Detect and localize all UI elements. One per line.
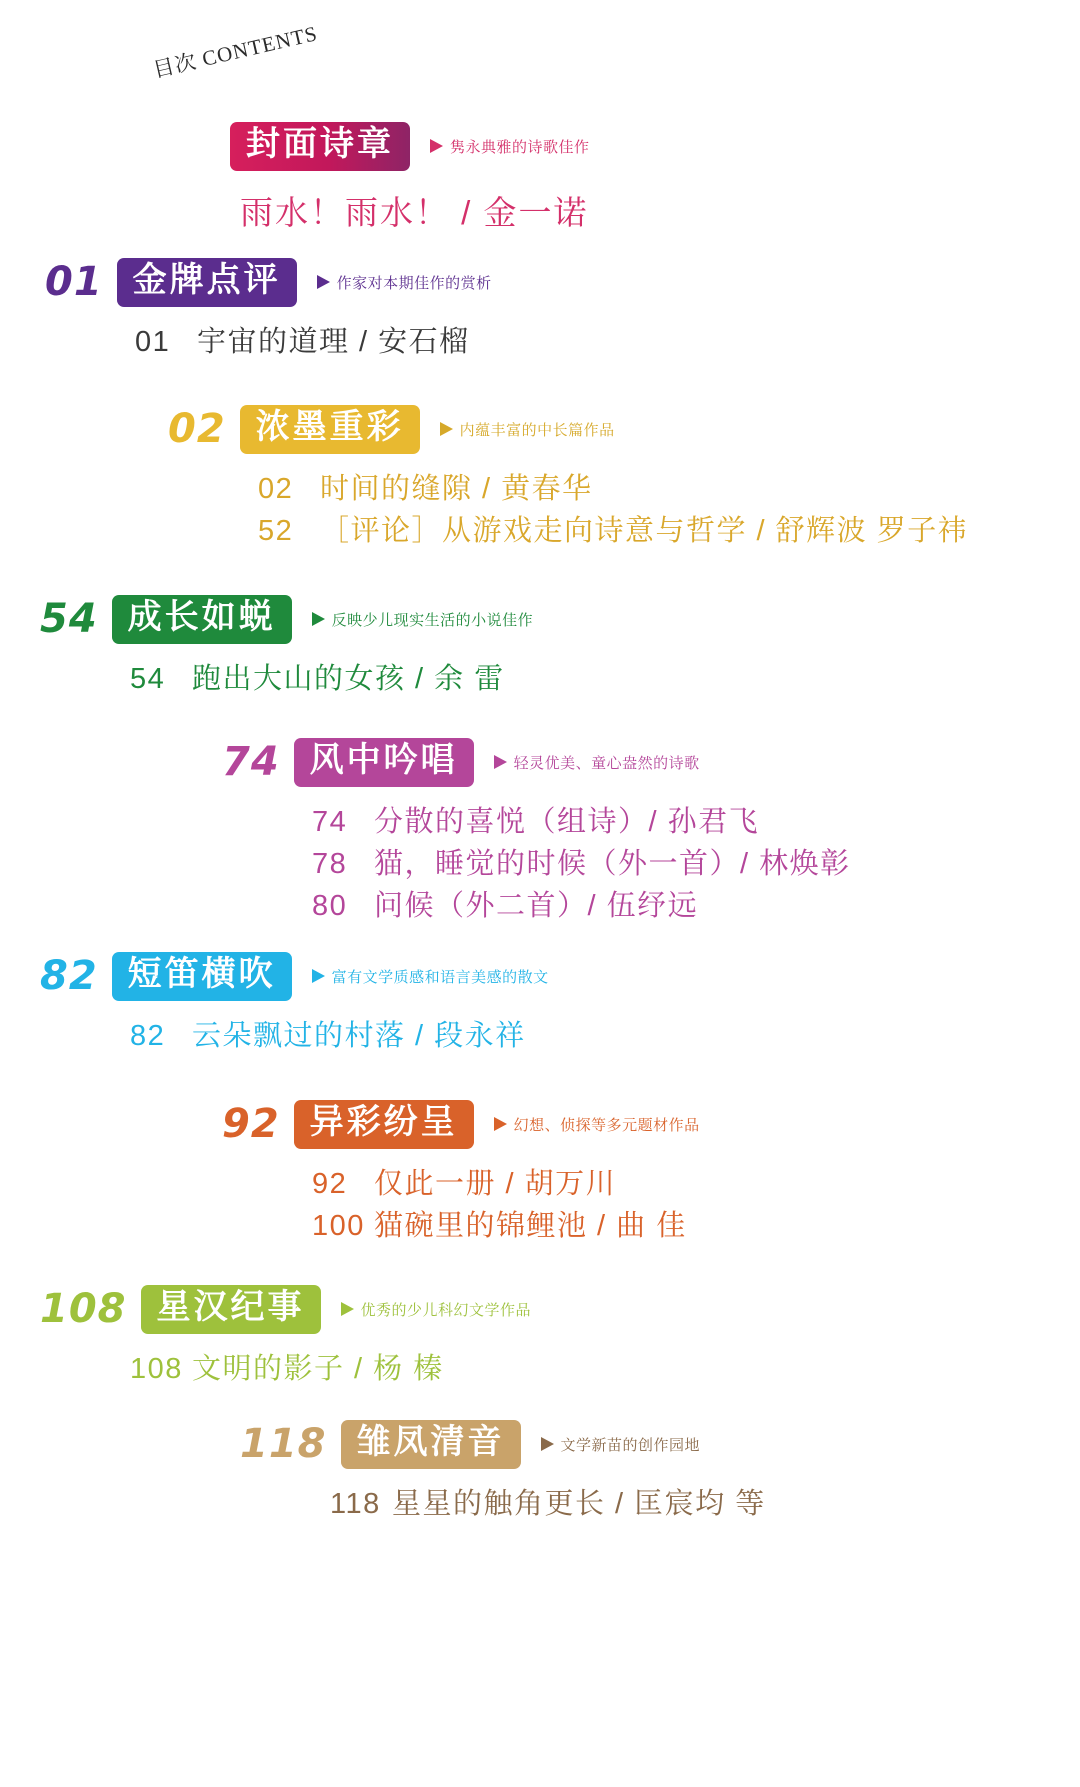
- section-badge: 金牌点评: [117, 258, 297, 307]
- section-entries: [222, 801, 851, 927]
- section-number: 108: [40, 1286, 127, 1333]
- section-entries: [240, 1483, 766, 1525]
- section-header: [40, 595, 533, 644]
- arrow-icon: [317, 275, 330, 289]
- section-note-label: 文学新苗的创作园地: [560, 1436, 701, 1454]
- section-badge: 成长如蜕: [112, 595, 292, 644]
- section-badge: 雏凤清音: [341, 1420, 521, 1469]
- toc-entry[interactable]: [312, 801, 851, 843]
- entry-title: 时间的缝隙 / 黄春华: [320, 472, 593, 505]
- section-badge: 风中吟唱: [294, 738, 474, 787]
- entry-page-number: 118: [330, 1487, 381, 1520]
- arrow-icon: [312, 612, 325, 626]
- toc-entry[interactable]: [130, 1348, 531, 1390]
- entry-page-number: 82: [130, 1019, 166, 1052]
- section-badge: 星汉纪事: [141, 1285, 321, 1334]
- section-note-label: 轻灵优美、童心盎然的诗歌: [513, 754, 700, 772]
- entry-title: 猫碗里的锦鲤池 / 曲 佳: [374, 1209, 687, 1242]
- entry-title: 文明的影子 / 杨 榛: [192, 1352, 444, 1385]
- section-number: 118: [240, 1421, 327, 1468]
- arrow-icon: [494, 1117, 507, 1131]
- section-header: [222, 1100, 700, 1149]
- arrow-icon: [541, 1437, 554, 1451]
- toc-entry[interactable]: [258, 510, 968, 552]
- toc-entry[interactable]: [330, 1483, 766, 1525]
- section-note-label: 反映少儿现实生活的小说佳作: [331, 611, 534, 629]
- section: [40, 595, 533, 700]
- section-number: 02: [168, 406, 226, 453]
- section-note: [312, 966, 549, 987]
- section: [45, 258, 492, 363]
- entry-page-number: 80: [312, 889, 348, 922]
- section-header: [45, 258, 492, 307]
- section-note-label: 隽永典雅的诗歌佳作: [450, 138, 590, 156]
- entry-title: 仅此一册 / 胡万川: [374, 1167, 617, 1200]
- section-note-label: 幻想、侦探等多元题材作品: [513, 1116, 700, 1134]
- section-note-label: 优秀的少儿科幻文学作品: [360, 1301, 532, 1319]
- entry-page-number: 74: [312, 805, 348, 838]
- section-header: [240, 1420, 766, 1469]
- section-note: [312, 609, 534, 630]
- toc-entry[interactable]: [130, 1015, 549, 1057]
- section-number: 01: [45, 259, 103, 306]
- section-header: [40, 952, 549, 1001]
- section-number: 74: [222, 739, 280, 786]
- entry-title: 跑出大山的女孩 / 余 雷: [192, 662, 505, 695]
- section-number: 92: [222, 1101, 280, 1148]
- entry-page-number: 54: [130, 662, 166, 695]
- section-entries: [222, 1163, 700, 1247]
- contents-heading: 目次 CONTENTS: [150, 21, 320, 83]
- section-badge: 浓墨重彩: [240, 405, 420, 454]
- entry-title: 问候（外二首）/ 伍纾远: [374, 889, 699, 922]
- section-note: [494, 1114, 700, 1135]
- section-note-label: 富有文学质感和语言美感的散文: [331, 968, 549, 986]
- entry-page-number: 52: [258, 514, 294, 547]
- arrow-icon: [430, 139, 443, 153]
- entry-page-number: 02: [258, 472, 294, 505]
- section-note: [317, 272, 492, 293]
- toc-entry[interactable]: [240, 189, 590, 237]
- section: [222, 1100, 700, 1247]
- entry-title: 云朵飘过的村落 / 段永祥: [192, 1019, 526, 1052]
- section-entries: [40, 1348, 531, 1390]
- section-entries: [168, 468, 968, 552]
- section-note-label: 内蕴丰富的中长篇作品: [459, 421, 615, 439]
- section-badge: 封面诗章: [230, 122, 410, 171]
- section-entries: [40, 1015, 549, 1057]
- toc-entry[interactable]: [130, 658, 533, 700]
- entry-page-number: 78: [312, 847, 348, 880]
- arrow-icon: [440, 422, 453, 436]
- arrow-icon: [312, 969, 325, 983]
- arrow-icon: [494, 755, 507, 769]
- toc-entry[interactable]: [258, 468, 968, 510]
- section-badge: 异彩纷呈: [294, 1100, 474, 1149]
- entry-page-number: 108: [130, 1352, 183, 1385]
- entry-title: 分散的喜悦（组诗）/ 孙君飞: [374, 805, 760, 838]
- section-entries: [45, 321, 492, 363]
- toc-entry[interactable]: [135, 321, 492, 363]
- entry-page-number: 01: [135, 325, 171, 358]
- entry-title: 雨水！雨水！ / 金一诺: [240, 193, 589, 231]
- entry-page-number: 92: [312, 1167, 348, 1200]
- section: [40, 952, 549, 1057]
- arrow-icon: [341, 1302, 354, 1316]
- section-note: [494, 752, 700, 773]
- section: [222, 738, 851, 927]
- section: [40, 1285, 531, 1390]
- section-number: 82: [40, 953, 98, 1000]
- section-badge: 短笛横吹: [112, 952, 292, 1001]
- toc-entry[interactable]: [312, 1205, 700, 1247]
- entry-page-number: 100: [312, 1209, 365, 1242]
- section: [240, 1420, 766, 1525]
- entry-title: 宇宙的道理 / 安石榴: [197, 325, 470, 358]
- section-entries: [230, 189, 590, 237]
- entry-title: 猫，睡觉的时候（外一首）/ 林焕彰: [374, 847, 851, 880]
- section-note: [541, 1434, 701, 1455]
- section-note: [430, 136, 590, 157]
- section-note-label: 作家对本期佳作的赏析: [336, 274, 492, 292]
- section-entries: [40, 658, 533, 700]
- section-note: [440, 419, 615, 440]
- entry-title: ［评论］从游戏走向诗意与哲学 / 舒辉波 罗子祎: [320, 514, 969, 547]
- section: [230, 122, 590, 237]
- section-note: [341, 1299, 532, 1320]
- entry-title: 星星的触角更长 / 匡宸均 等: [392, 1487, 766, 1520]
- section-number: 54: [40, 596, 98, 643]
- section-header: [222, 738, 851, 787]
- section-header: [168, 405, 968, 454]
- toc-entry[interactable]: [312, 885, 851, 927]
- toc-entry[interactable]: [312, 1163, 700, 1205]
- section-header: [40, 1285, 531, 1334]
- section: [168, 405, 968, 552]
- section-header: [230, 122, 590, 171]
- toc-entry[interactable]: [312, 843, 851, 885]
